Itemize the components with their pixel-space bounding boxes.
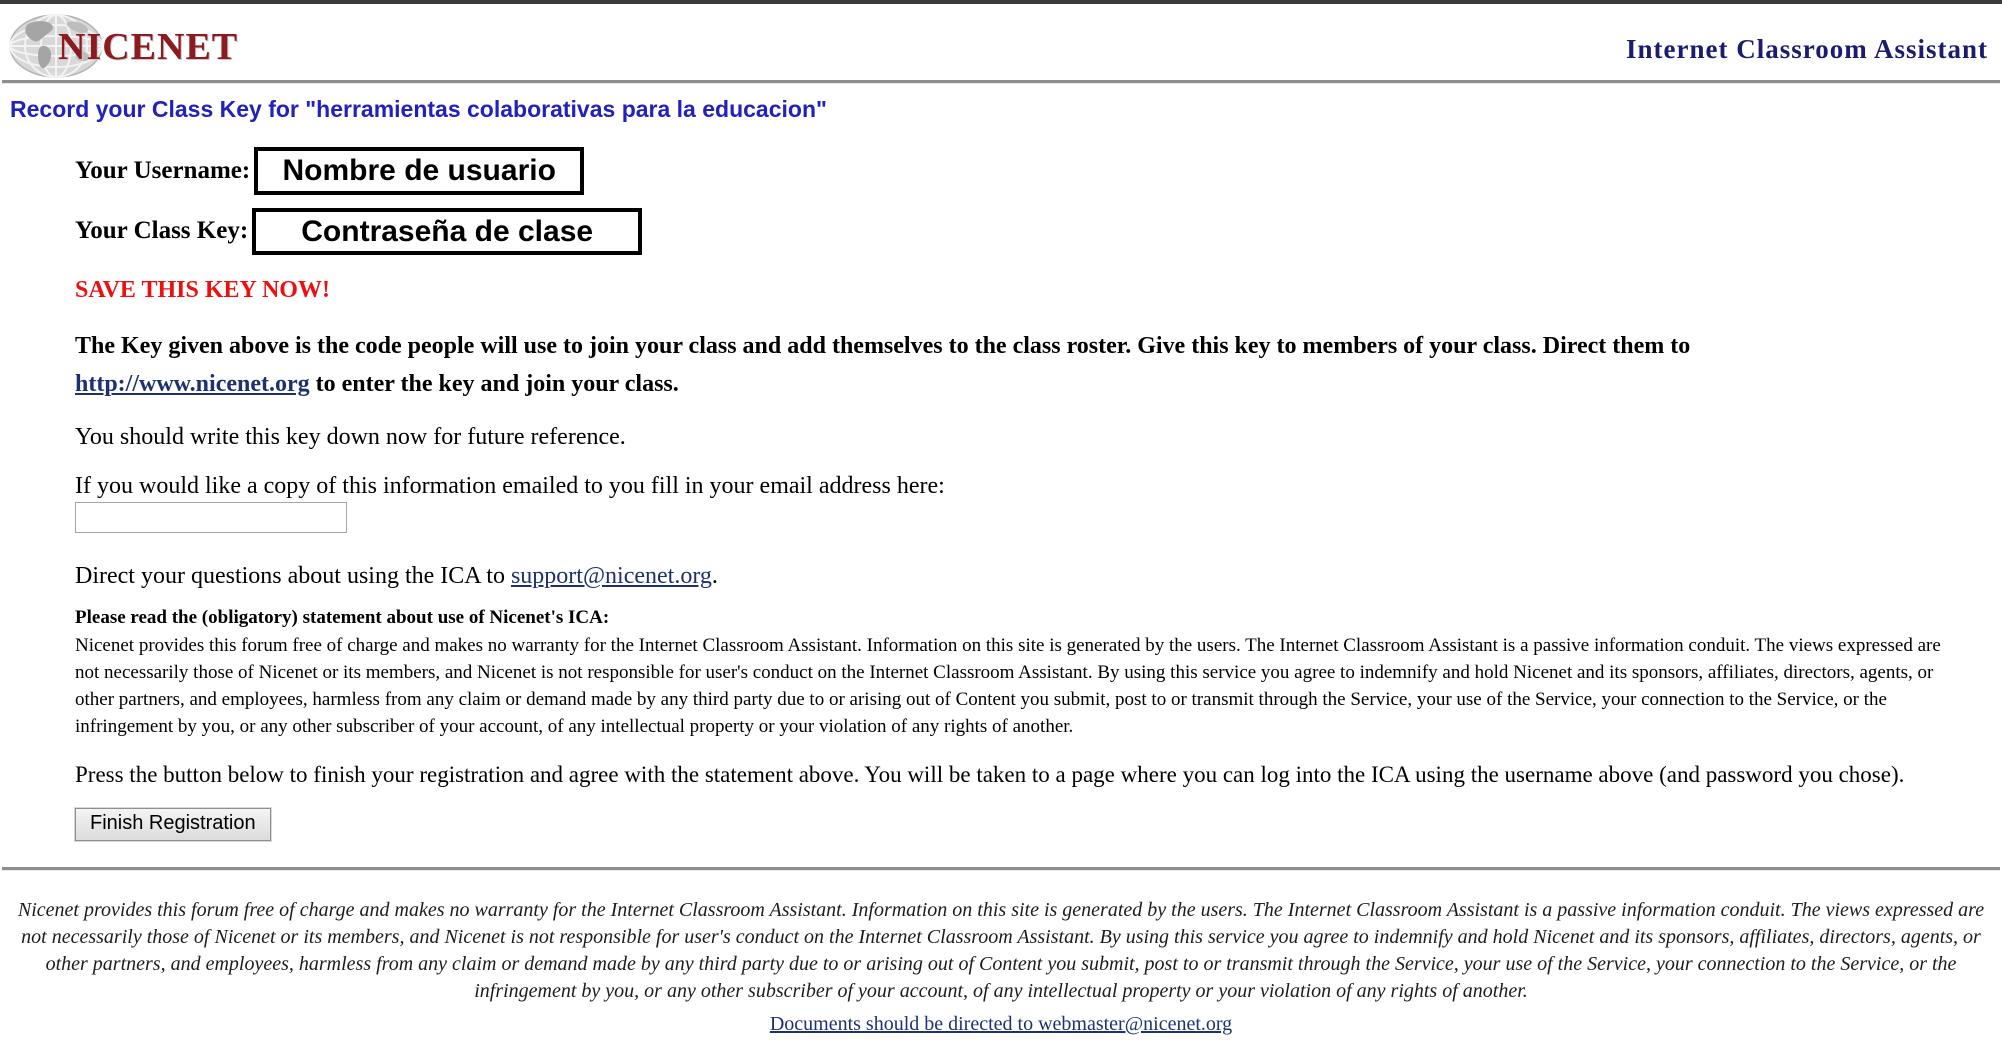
statement-body: Nicenet provides this forum free of charge and makes no warranty for the Internet Classroom Assistant. Information on this site is generated by the users. The Internet Classroom Assistant is a passive information conduit. The views expressed are not necessarily those of Nicenet or its members, and Nicenet is not responsible for user's conduct on the Internet Classroom Assistant. By using this service you agree to indemnify and hold Nicenet and its sponsors, affiliates, directors, agents, or other partners, and employees, harmless from any claim or demand made by any third party due to or arising out of Content you submit, post to or transmit through the Service, your use of the Service, your connection to the Service, or the infringement by you, or any other subscriber of your account, of any intellectual property or your violation of any rights of another. xyxy=(75,635,1941,737)
username-label: Your Username: xyxy=(75,156,251,184)
support-text-after: . xyxy=(711,563,718,589)
username-row xyxy=(75,147,2002,195)
nicenet-logo xyxy=(8,12,238,78)
footer-contact-line xyxy=(0,1013,2002,1036)
classkey-row xyxy=(75,208,2002,256)
footer-divider xyxy=(2,867,2000,871)
key-info-paragraph xyxy=(75,327,1855,403)
write-down-note: You should write this key down now for future reference. xyxy=(75,424,626,450)
footer-disclaimer: Nicenet provides this forum free of charge and makes no warranty for the Internet Classroom Assistant. Information on this site is generated by the users. The Internet Classroom Assistant is a passive information conduit. The views expressed are not necessarily those of Nicenet or its members, and Nicenet is not responsible for user's conduct on the Internet Classroom Assistant. By using this service you agree to indemnify and hold Nicenet and its sponsors, affiliates, directors, agents, or other partners, and employees, harmless from any claim or demand made by any third party due to or arising out of Content you submit, post to or transmit through the Service, your use of the Service, your connection to the Service, or the infringement by you, or any other subscriber of your account, of any intellectual property or your violation of any rights of another. xyxy=(17,899,1985,1002)
finish-registration-button[interactable]: Finish Registration xyxy=(75,808,271,841)
username-annotation-box: Nombre de usuario xyxy=(254,147,584,195)
classkey-annotation-box: Contraseña de clase xyxy=(252,208,642,256)
page-header xyxy=(0,4,2002,80)
key-info-text-before: The Key given above is the code people will use to join your class and add themselves to the class roster. Give this key to members of your class. Direct them to xyxy=(75,333,1691,359)
header-divider xyxy=(2,80,2000,84)
classkey-label: Your Class Key: xyxy=(75,217,249,245)
logo-wordmark: NICENET xyxy=(58,26,239,68)
support-email-link[interactable]: support@nicenet.org xyxy=(510,563,712,589)
statement-heading: Please read the (obligatory) statement about use of Nicenet's ICA: xyxy=(75,607,610,628)
finish-instructions: Press the button below to finish your registration and agree with the statement above. You will be taken to a page where you can log into the ICA using the username above (and password you chose). xyxy=(75,762,1905,787)
footer-contact-link[interactable]: Documents should be directed to webmaster@nicenet.org xyxy=(769,1013,1233,1035)
support-line xyxy=(75,563,2002,590)
nicenet-org-link[interactable]: http://www.nicenet.org xyxy=(75,371,310,397)
support-text-before: Direct your questions about using the ICA to xyxy=(75,563,511,589)
email-input[interactable] xyxy=(75,502,347,533)
page-title: Record your Class Key for "herramientas colaborativas para la educacion" xyxy=(10,96,827,122)
product-title: Internet Classroom Assistant xyxy=(1625,34,1988,64)
email-prompt: If you would like a copy of this information emailed to you fill in your email address here: xyxy=(75,473,945,499)
save-key-warning: SAVE THIS KEY NOW! xyxy=(75,277,330,303)
key-info-text-after: to enter the key and join your class. xyxy=(309,371,679,397)
